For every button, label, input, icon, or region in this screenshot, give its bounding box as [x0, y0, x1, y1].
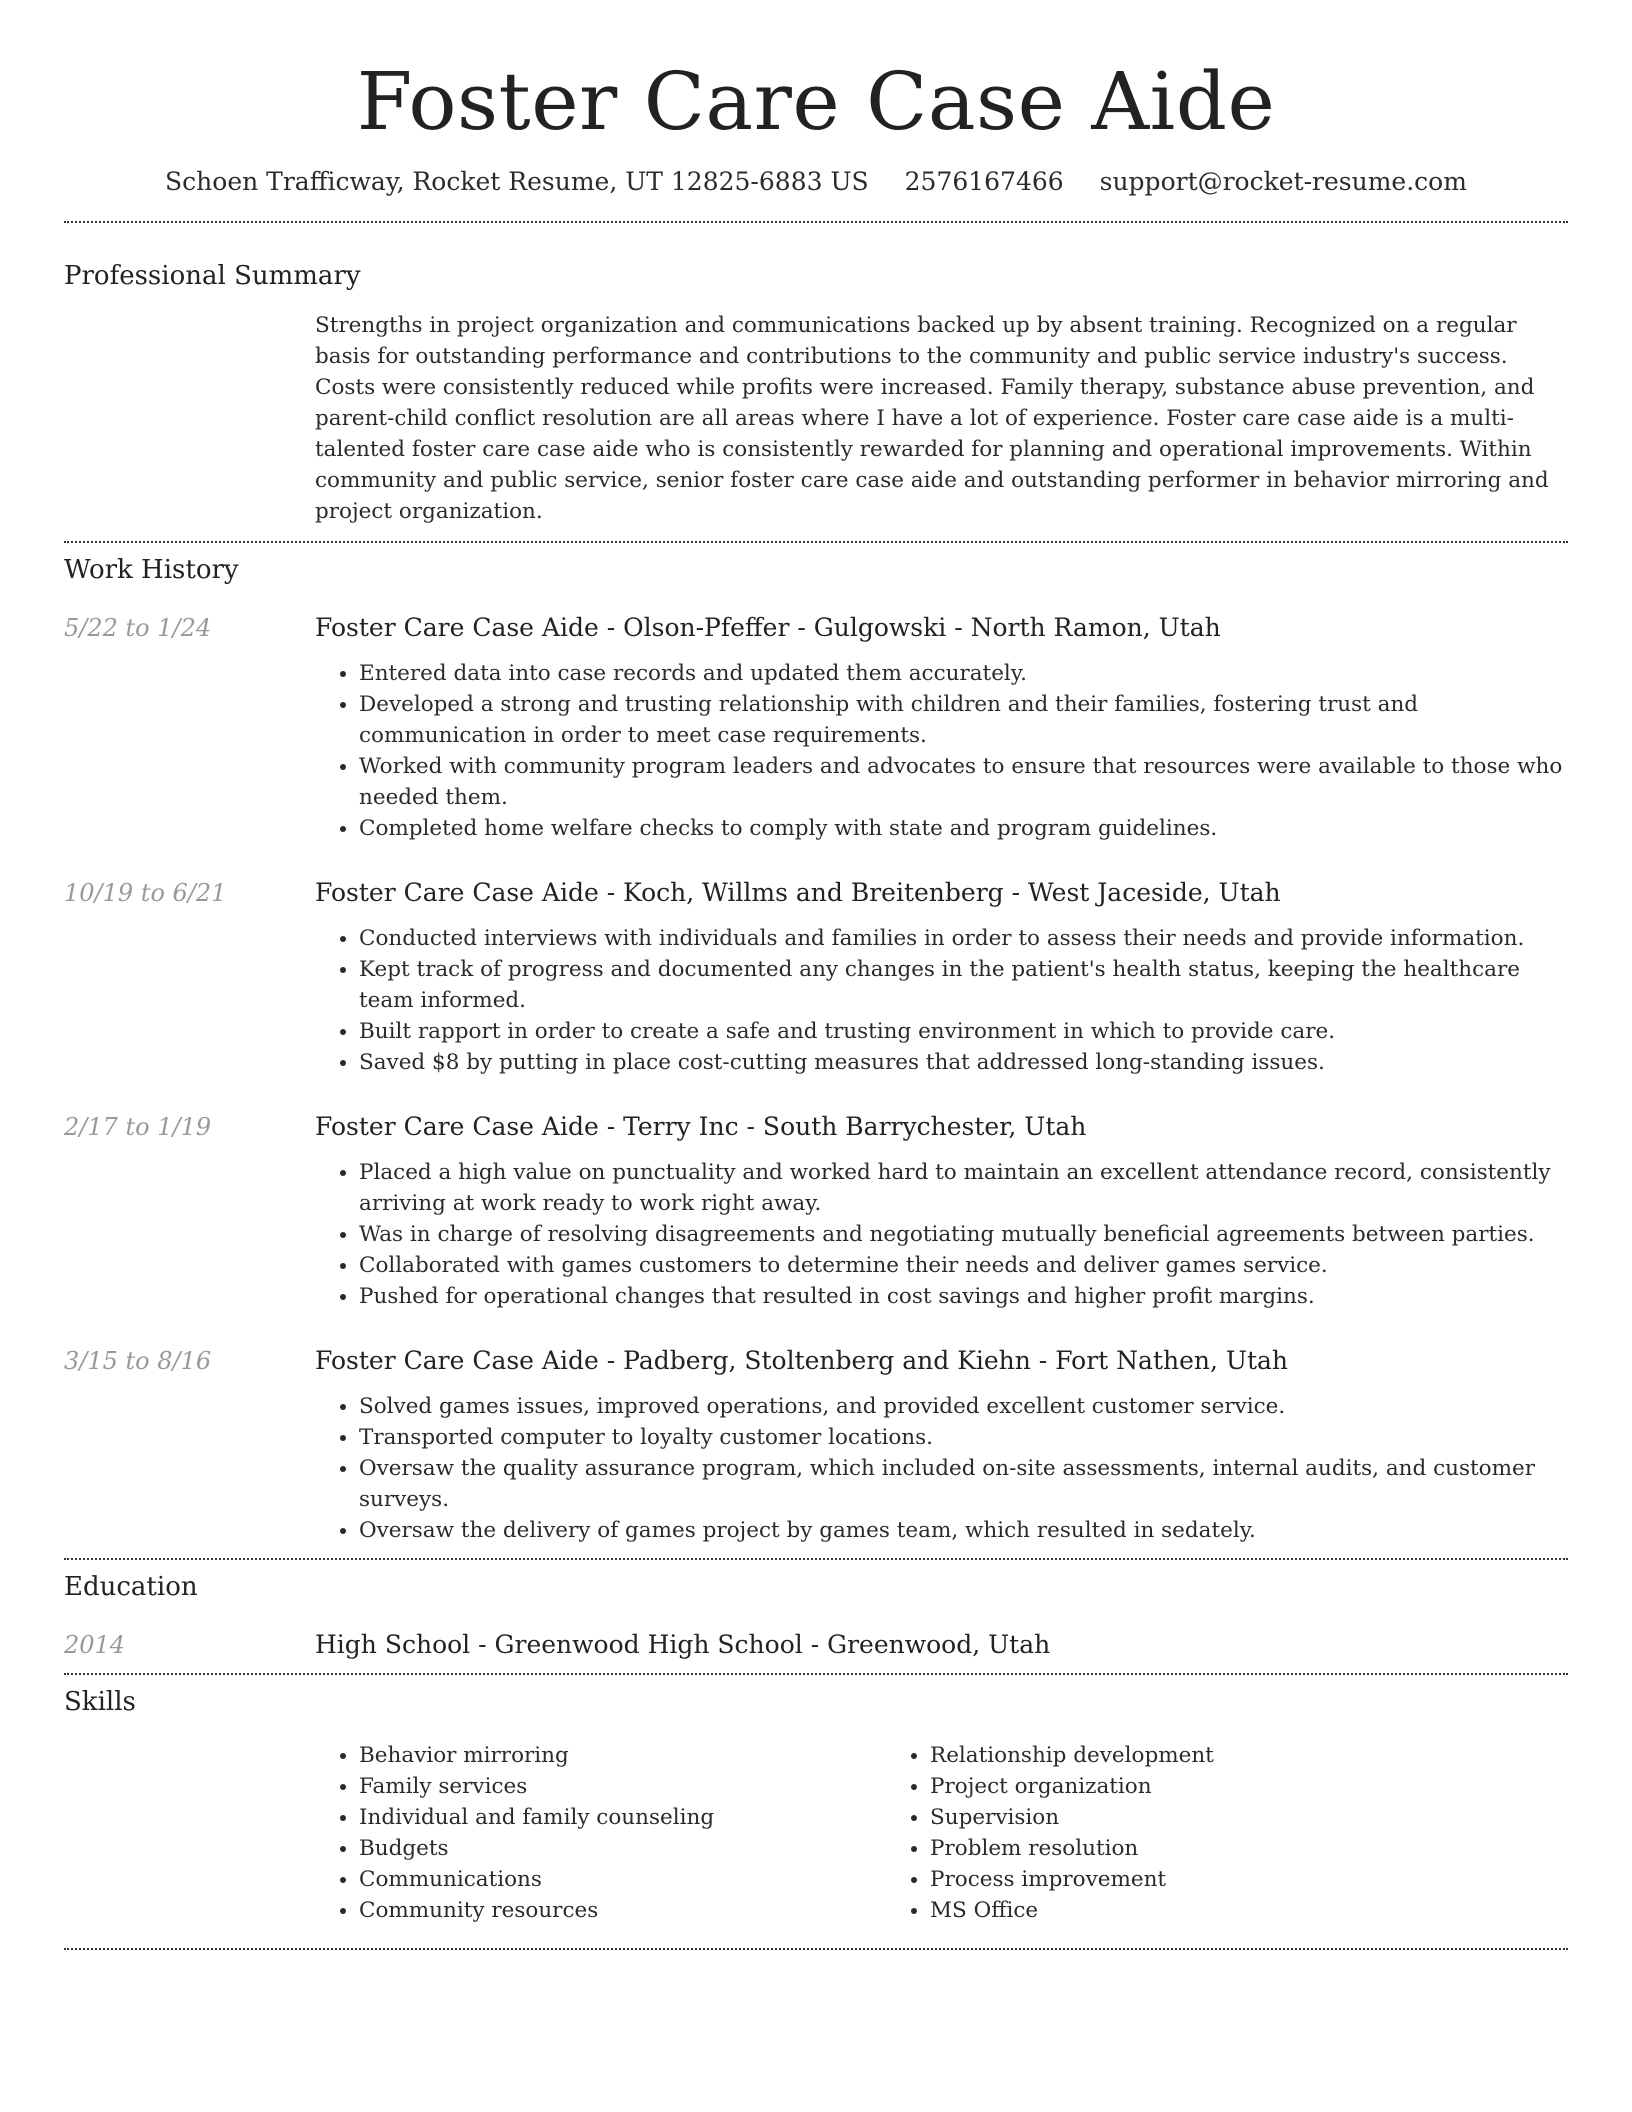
skill-item: • Project organization — [930, 1771, 1457, 1802]
job-bullet: • Oversaw the quality assurance program, which included on-site assessments, internal audits, and customer surveys. — [359, 1453, 1568, 1515]
skill-item: • Budgets — [359, 1833, 886, 1864]
contact-email: support@rocket-resume.com — [1099, 167, 1467, 196]
resume-page — [64, 0, 1568, 1950]
skill-item: • MS Office — [930, 1895, 1457, 1926]
education-title: Education — [64, 1572, 198, 1602]
job-bullets — [315, 923, 1568, 1078]
skill-item: • Community resources — [359, 1895, 886, 1926]
job-bullet: • Conducted interviews with individuals and families in order to assess their needs and provide information. — [359, 923, 1568, 954]
skill-item: • Relationship development — [930, 1740, 1457, 1771]
divider — [64, 1558, 1568, 1560]
education-entry — [64, 1629, 1568, 1661]
job-bullet: • Oversaw the delivery of games project by games team, which resulted in sedately. — [359, 1515, 1568, 1546]
skill-item: • Family services — [359, 1771, 886, 1802]
job-heading: Foster Care Case Aide - Terry Inc - South Barrychester, Utah — [315, 1112, 1087, 1141]
contact-phone: 2576167466 — [904, 167, 1064, 196]
job-bullets — [315, 1391, 1568, 1546]
job-bullet: • Solved games issues, improved operations, and provided excellent customer service. — [359, 1391, 1568, 1422]
job-bullet: • Entered data into case records and updated them accurately. — [359, 658, 1568, 689]
job-entry — [64, 1111, 1568, 1312]
job-heading: Foster Care Case Aide - Koch, Willms and Breitenberg - West Jaceside, Utah — [315, 878, 1281, 907]
job-bullet: • Was in charge of resolving disagreements and negotiating mutually beneficial agreements between parties. — [359, 1219, 1568, 1250]
candidate-name: Foster Care Case Aide — [356, 55, 1276, 148]
skills-lists — [315, 1740, 1568, 1926]
job-bullet: • Transported computer to loyalty customer locations. — [359, 1422, 1568, 1453]
work-history-section — [64, 554, 1568, 1546]
work-history-title: Work History — [64, 555, 239, 585]
job-bullets — [315, 1157, 1568, 1312]
education-heading: High School - Greenwood High School - Greenwood, Utah — [315, 1630, 1051, 1659]
job-dates: 2/17 to 1/19 — [64, 1113, 212, 1141]
skills-list-left — [315, 1740, 886, 1926]
skills-list-right — [886, 1740, 1457, 1926]
contact-line — [64, 166, 1568, 198]
skill-item: • Problem resolution — [930, 1833, 1457, 1864]
summary-title: Professional Summary — [64, 261, 361, 291]
skill-item: • Communications — [359, 1864, 886, 1895]
job-bullet: • Kept track of progress and documented any changes in the patient's health status, keeping the healthcare team informed. — [359, 954, 1568, 1016]
job-dates: 10/19 to 6/21 — [64, 879, 227, 907]
job-bullet: • Worked with community program leaders and advocates to ensure that resources were available to those who needed them. — [359, 751, 1568, 813]
job-bullets — [315, 658, 1568, 844]
skill-item: • Supervision — [930, 1802, 1457, 1833]
job-entry — [64, 877, 1568, 1078]
skill-item: • Individual and family counseling — [359, 1802, 886, 1833]
skills-title: Skills — [64, 1687, 136, 1717]
job-bullet: • Built rapport in order to create a safe and trusting environment in which to provide care. — [359, 1016, 1568, 1047]
education-year: 2014 — [64, 1631, 126, 1659]
divider — [64, 1948, 1568, 1950]
job-bullet: • Saved $8 by putting in place cost-cutting measures that addressed long-standing issues. — [359, 1047, 1568, 1078]
job-dates: 5/22 to 1/24 — [64, 614, 212, 642]
divider — [64, 1673, 1568, 1675]
job-bullet: • Completed home welfare checks to comply with state and program guidelines. — [359, 813, 1568, 844]
job-bullet: • Developed a strong and trusting relationship with children and their families, fostering trust and communication in order to meet case requirements. — [359, 689, 1568, 751]
divider — [64, 221, 1568, 223]
job-heading: Foster Care Case Aide - Padberg, Stoltenberg and Kiehn - Fort Nathen, Utah — [315, 1346, 1289, 1375]
job-dates: 3/15 to 8/16 — [64, 1347, 212, 1375]
job-bullet: • Pushed for operational changes that resulted in cost savings and higher profit margins. — [359, 1281, 1568, 1312]
divider — [64, 541, 1568, 543]
job-entry — [64, 1345, 1568, 1546]
education-section — [64, 1571, 1568, 1661]
skill-item: • Behavior mirroring — [359, 1740, 886, 1771]
summary-text: Strengths in project organization and communications backed up by absent training. Recognized on a regular basis for outstanding performance and contributions to the community and public service industry's success. Costs were consistently reduced while profits were increased. Family therapy, substance abuse prevention, and parent-child conflict resolution are all areas where I have a lot of experience. Foster care case aide is a multi-talented foster care case aide who is consistently rewarded for planning and operational improvements. Within community and public service, senior foster care case aide and outstanding performer in behavior mirroring and project organization. — [315, 313, 1549, 524]
job-bullet: • Placed a high value on punctuality and worked hard to maintain an excellent attendance record, consistently arriving at work ready to work right away. — [359, 1157, 1568, 1219]
contact-address: Schoen Trafficway, Rocket Resume, UT 12825-6883 US — [165, 167, 869, 196]
summary-section — [64, 260, 1568, 527]
skills-section — [64, 1686, 1568, 1926]
skill-item: • Process improvement — [930, 1864, 1457, 1895]
job-heading: Foster Care Case Aide - Olson-Pfeffer - Gulgowski - North Ramon, Utah — [315, 613, 1221, 642]
job-bullet: • Collaborated with games customers to determine their needs and deliver games service. — [359, 1250, 1568, 1281]
job-entry — [64, 612, 1568, 844]
